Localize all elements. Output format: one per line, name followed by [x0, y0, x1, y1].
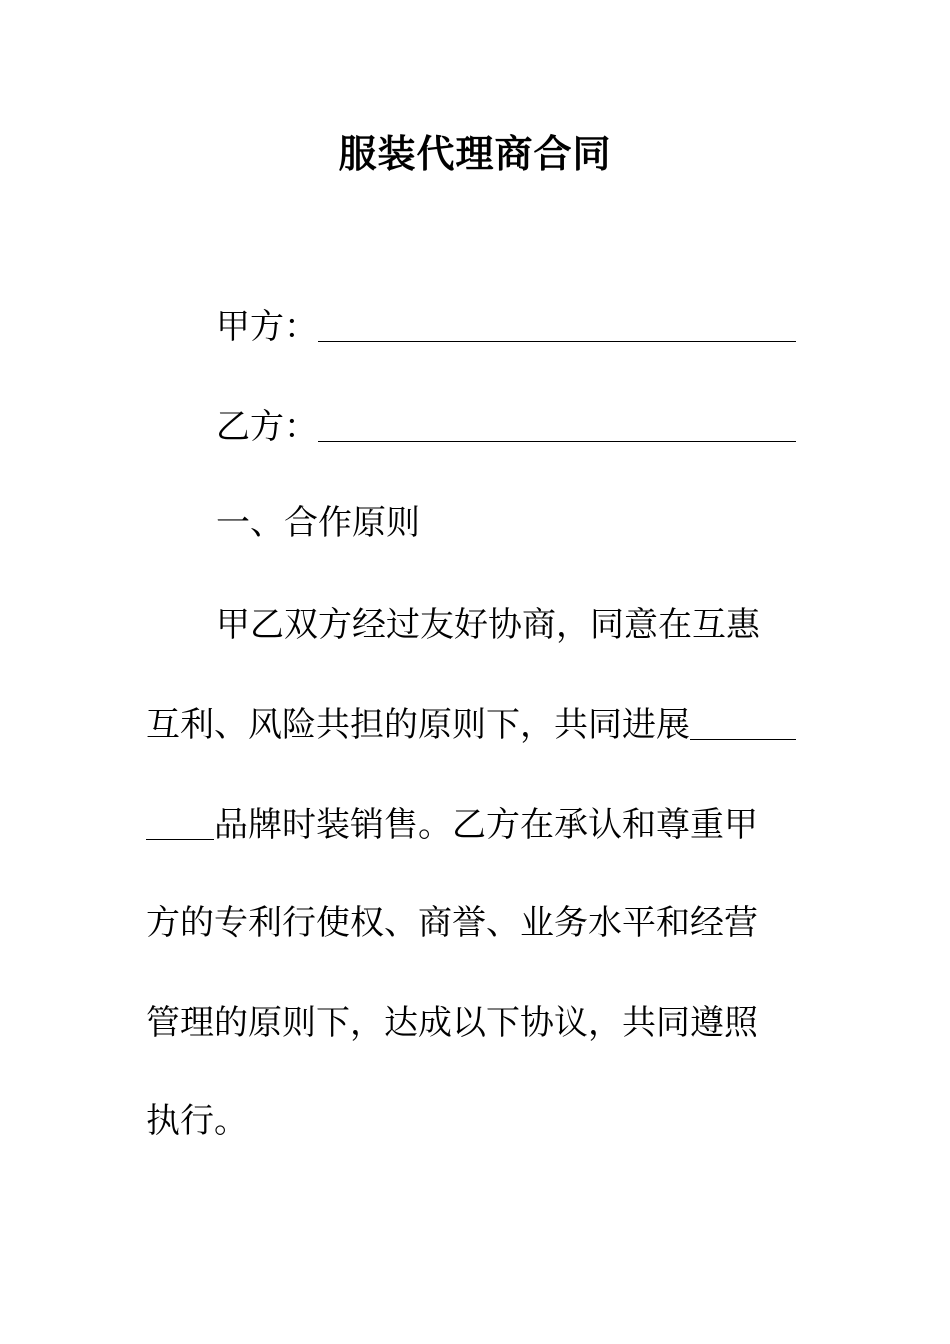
- paragraph-line-3: [146, 800, 796, 850]
- paragraph-line-6: 执行。: [146, 1101, 248, 1141]
- section-heading: 一、合作原则: [216, 503, 420, 543]
- paragraph-line-4: 方的专利行使权、商誉、业务水平和经营: [146, 903, 758, 943]
- party-a-line: [216, 302, 796, 352]
- document-title: 服装代理商合同: [338, 131, 612, 176]
- party-b-line: [216, 402, 796, 452]
- paragraph-line-5: 管理的原则下，达成以下协议，共同遵照: [146, 1003, 758, 1043]
- brand-blank-start: [690, 738, 796, 740]
- party-a-blank: [318, 340, 796, 342]
- party-b-blank: [318, 440, 796, 442]
- brand-blank-end: [146, 838, 214, 840]
- paragraph-line-2: [146, 700, 796, 750]
- paragraph-line-2-text: 互利、风险共担的原则下，共同进展: [146, 705, 690, 745]
- paragraph-line-3-text: 品牌时装销售。乙方在承认和尊重甲: [214, 805, 758, 845]
- party-b-label: 乙方：: [216, 407, 318, 447]
- party-a-label: 甲方：: [216, 307, 318, 347]
- paragraph-line-1: 甲乙双方经过友好协商，同意在互惠: [216, 605, 760, 645]
